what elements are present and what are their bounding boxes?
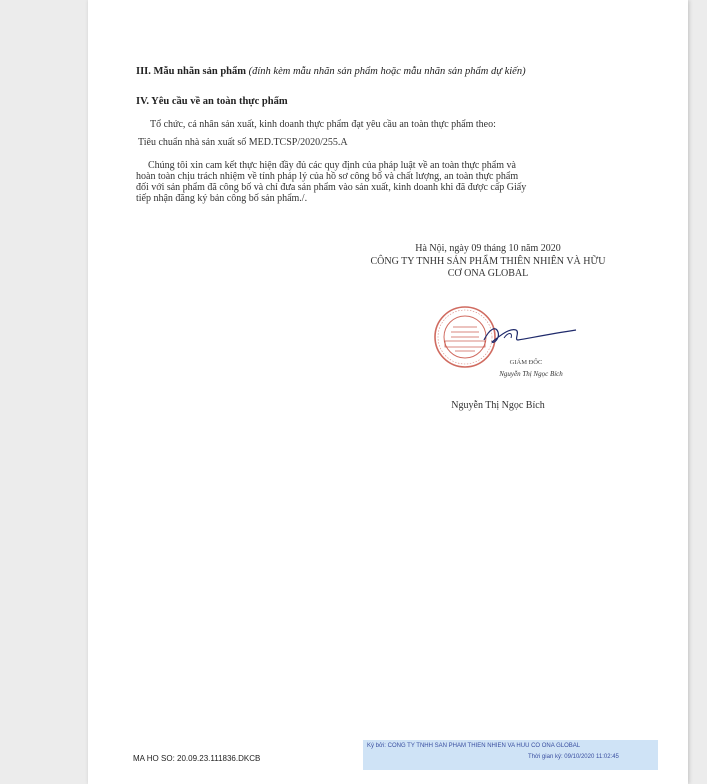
digital-signature-line bbox=[367, 743, 580, 749]
section-4-title: IV. Yêu cầu về an toàn thực phẩm bbox=[136, 96, 288, 107]
signer-name: Nguyễn Thị Ngọc Bích bbox=[451, 400, 545, 411]
signed-by: CONG TY TNHH SAN PHAM THIEN NHIEN VA HUU CO ONA GLOBAL bbox=[387, 743, 581, 749]
section-4-line2: Tiêu chuẩn nhà sản xuất số MED.TCSP/2020/255.A bbox=[138, 137, 348, 148]
director-title: GIÁM ĐỐC bbox=[509, 359, 543, 366]
signed-by-label: Ký bởi: bbox=[367, 743, 386, 749]
signed-time: Thời gian ký: 09/10/2020 11:02:45 bbox=[528, 754, 619, 760]
commitment-line-3: đối với sản phẩm đã công bố và chỉ đưa sản phẩm vào sản xuất, kinh doanh khi đã được cấp Giấy bbox=[136, 182, 527, 193]
place-date: Hà Nội, ngày 09 tháng 10 năm 2020 bbox=[415, 243, 561, 254]
commitment-line-1: Chúng tôi xin cam kết thực hiện đầy đủ các quy định của pháp luật về an toàn thực phẩm và bbox=[148, 160, 516, 171]
section-3-note: (đính kèm mẫu nhãn sản phẩm hoặc mẫu nhãn sản phẩm dự kiến) bbox=[248, 66, 526, 77]
file-code: MA HO SO: 20.09.23.111836.DKCB bbox=[133, 754, 261, 763]
document-page bbox=[88, 0, 688, 784]
section-3-title: III. Mẫu nhãn sản phẩm bbox=[136, 66, 247, 77]
handwritten-signature bbox=[480, 318, 580, 352]
section-4-line1: Tổ chức, cá nhân sản xuất, kinh doanh thực phẩm đạt yêu cầu an toàn thực phẩm theo: bbox=[150, 119, 496, 130]
section-3-heading bbox=[136, 66, 526, 77]
commitment-line-4: tiếp nhận đăng ký bản công bố sản phẩm./. bbox=[136, 193, 308, 204]
company-line-1: CÔNG TY TNHH SẢN PHẨM THIÊN NHIÊN VÀ HỮU bbox=[370, 256, 606, 267]
handwritten-name: Nguyễn Thị Ngọc Bích bbox=[499, 370, 563, 378]
company-line-2: CƠ ONA GLOBAL bbox=[447, 268, 529, 279]
commitment-line-2: hoàn toàn chịu trách nhiệm về tính pháp lý của hồ sơ công bố và chất lượng, an toàn thực phẩm bbox=[136, 171, 519, 182]
